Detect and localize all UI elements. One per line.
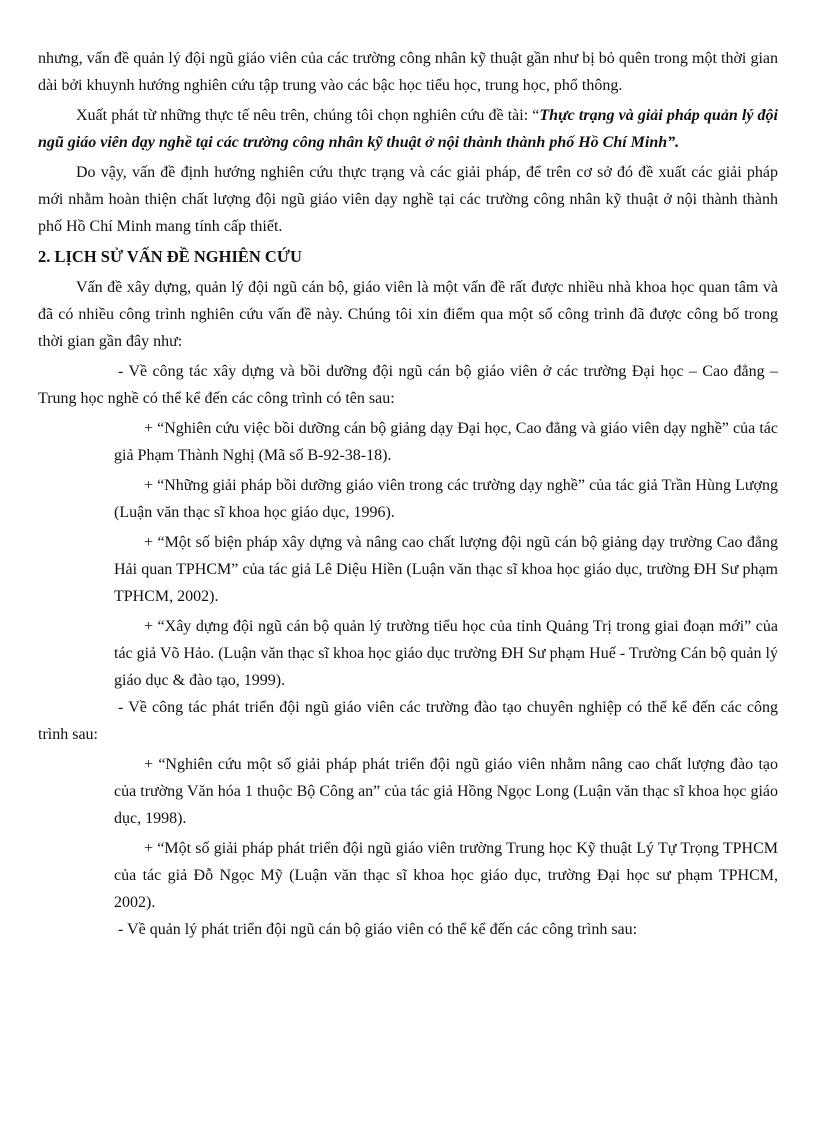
topic-title: Thực trạng và giải pháp quản lý đội ngũ giáo viên dạy nghề tại các trường công nhân kỹ thuật ở nội thành thành phố Hồ Chí Minh”. bbox=[38, 107, 779, 151]
document-page bbox=[38, 45, 778, 943]
list-item: + “Nghiên cứu việc bồi dưỡng cán bộ giảng dạy Đại học, Cao đẳng và giáo viên dạy nghề” của tác giả Phạm Thành Nghị (Mã số B-92-38-18). bbox=[114, 420, 778, 464]
list-item: + “Những giải pháp bồi dưỡng giáo viên trong các trường dạy nghề” của tác giả Trần Hùng Lượng (Luận văn thạc sĩ khoa học giáo dục, 1996). bbox=[114, 477, 778, 521]
group1-intro: - Về công tác xây dựng và bồi dưỡng đội ngũ cán bộ giáo viên ở các trường Đại học – Cao đẳng – Trung học nghề có thể kể đến các công trình có tên sau: bbox=[38, 363, 778, 407]
list-item: + “Nghiên cứu một số giải pháp phát triển đội ngũ giáo viên nhằm nâng cao chất lượng đào tạo của trường Văn hóa 1 thuộc Bộ Công an” của tác giả Hồng Ngọc Long (Luận văn thạc sĩ khoa học giáo dục, 1998). bbox=[114, 756, 778, 827]
list-item: + “Một số biện pháp xây dựng và nâng cao chất lượng đội ngũ cán bộ giảng dạy trường Cao đẳng Hải quan TPHCM” của tác giả Lê Diệu Hiền (Luận văn thạc sĩ khoa học giáo dục, trường ĐH Sư phạm TPHCM, 2002). bbox=[114, 534, 778, 605]
list-item: + “Xây dựng đội ngũ cán bộ quản lý trường tiểu học của tỉnh Quảng Trị trong giai đoạn mới” của tác giả Võ Hảo. (Luận văn thạc sĩ khoa học giáo dục trường ĐH Sư phạm Huế - Trường Cán bộ quản lý giáo dục & đào tạo, 1999). bbox=[114, 618, 778, 689]
group2-intro: - Về công tác phát triển đội ngũ giáo viên các trường đào tạo chuyên nghiệp có thể kể đến các công trình sau: bbox=[38, 699, 778, 743]
paragraph-rationale: Do vậy, vấn đề định hướng nghiên cứu thực trạng và các giải pháp, để trên cơ sở đó đề xuất các giải pháp mới nhằm hoàn thiện chất lượng đội ngũ giáo viên dạy nghề tại các trường công nhân kỹ thuật ở nội thành thành phố Hồ Chí Minh mang tính cấp thiết. bbox=[38, 164, 778, 235]
topic-lead-text: Xuất phát từ những thực tế nêu trên, chúng tôi chọn nghiên cứu đề tài: “ bbox=[76, 107, 540, 124]
group3-intro: - Về quản lý phát triển đội ngũ cán bộ giáo viên có thể kể đến các công trình sau: bbox=[118, 921, 638, 938]
section-heading: 2. LỊCH SỬ VẤN ĐỀ NGHIÊN CỨU bbox=[38, 247, 302, 266]
paragraph-continuation: nhưng, vấn đề quản lý đội ngũ giáo viên của các trường công nhân kỹ thuật gần như bị bỏ quên trong một thời gian dài bởi khuynh hướng nghiên cứu tập trung vào các bậc học tiểu học, trung học, phổ thông. bbox=[38, 50, 778, 94]
paragraph-topic bbox=[38, 102, 778, 156]
paragraph-history-intro: Vấn đề xây dựng, quản lý đội ngũ cán bộ, giáo viên là một vấn đề rất được nhiều nhà khoa học quan tâm và đã có nhiều công trình nghiên cứu vấn đề này. Chúng tôi xin điểm qua một số công trình đã được công bố trong thời gian gần đây như: bbox=[38, 279, 778, 350]
list-item: + “Một số giải pháp phát triển đội ngũ giáo viên trường Trung học Kỹ thuật Lý Tự Trọng TPHCM của tác giả Đỗ Ngọc Mỹ (Luận văn thạc sĩ khoa học giáo dục, trường Đại học sư phạm TPHCM, 2002). bbox=[114, 840, 778, 911]
